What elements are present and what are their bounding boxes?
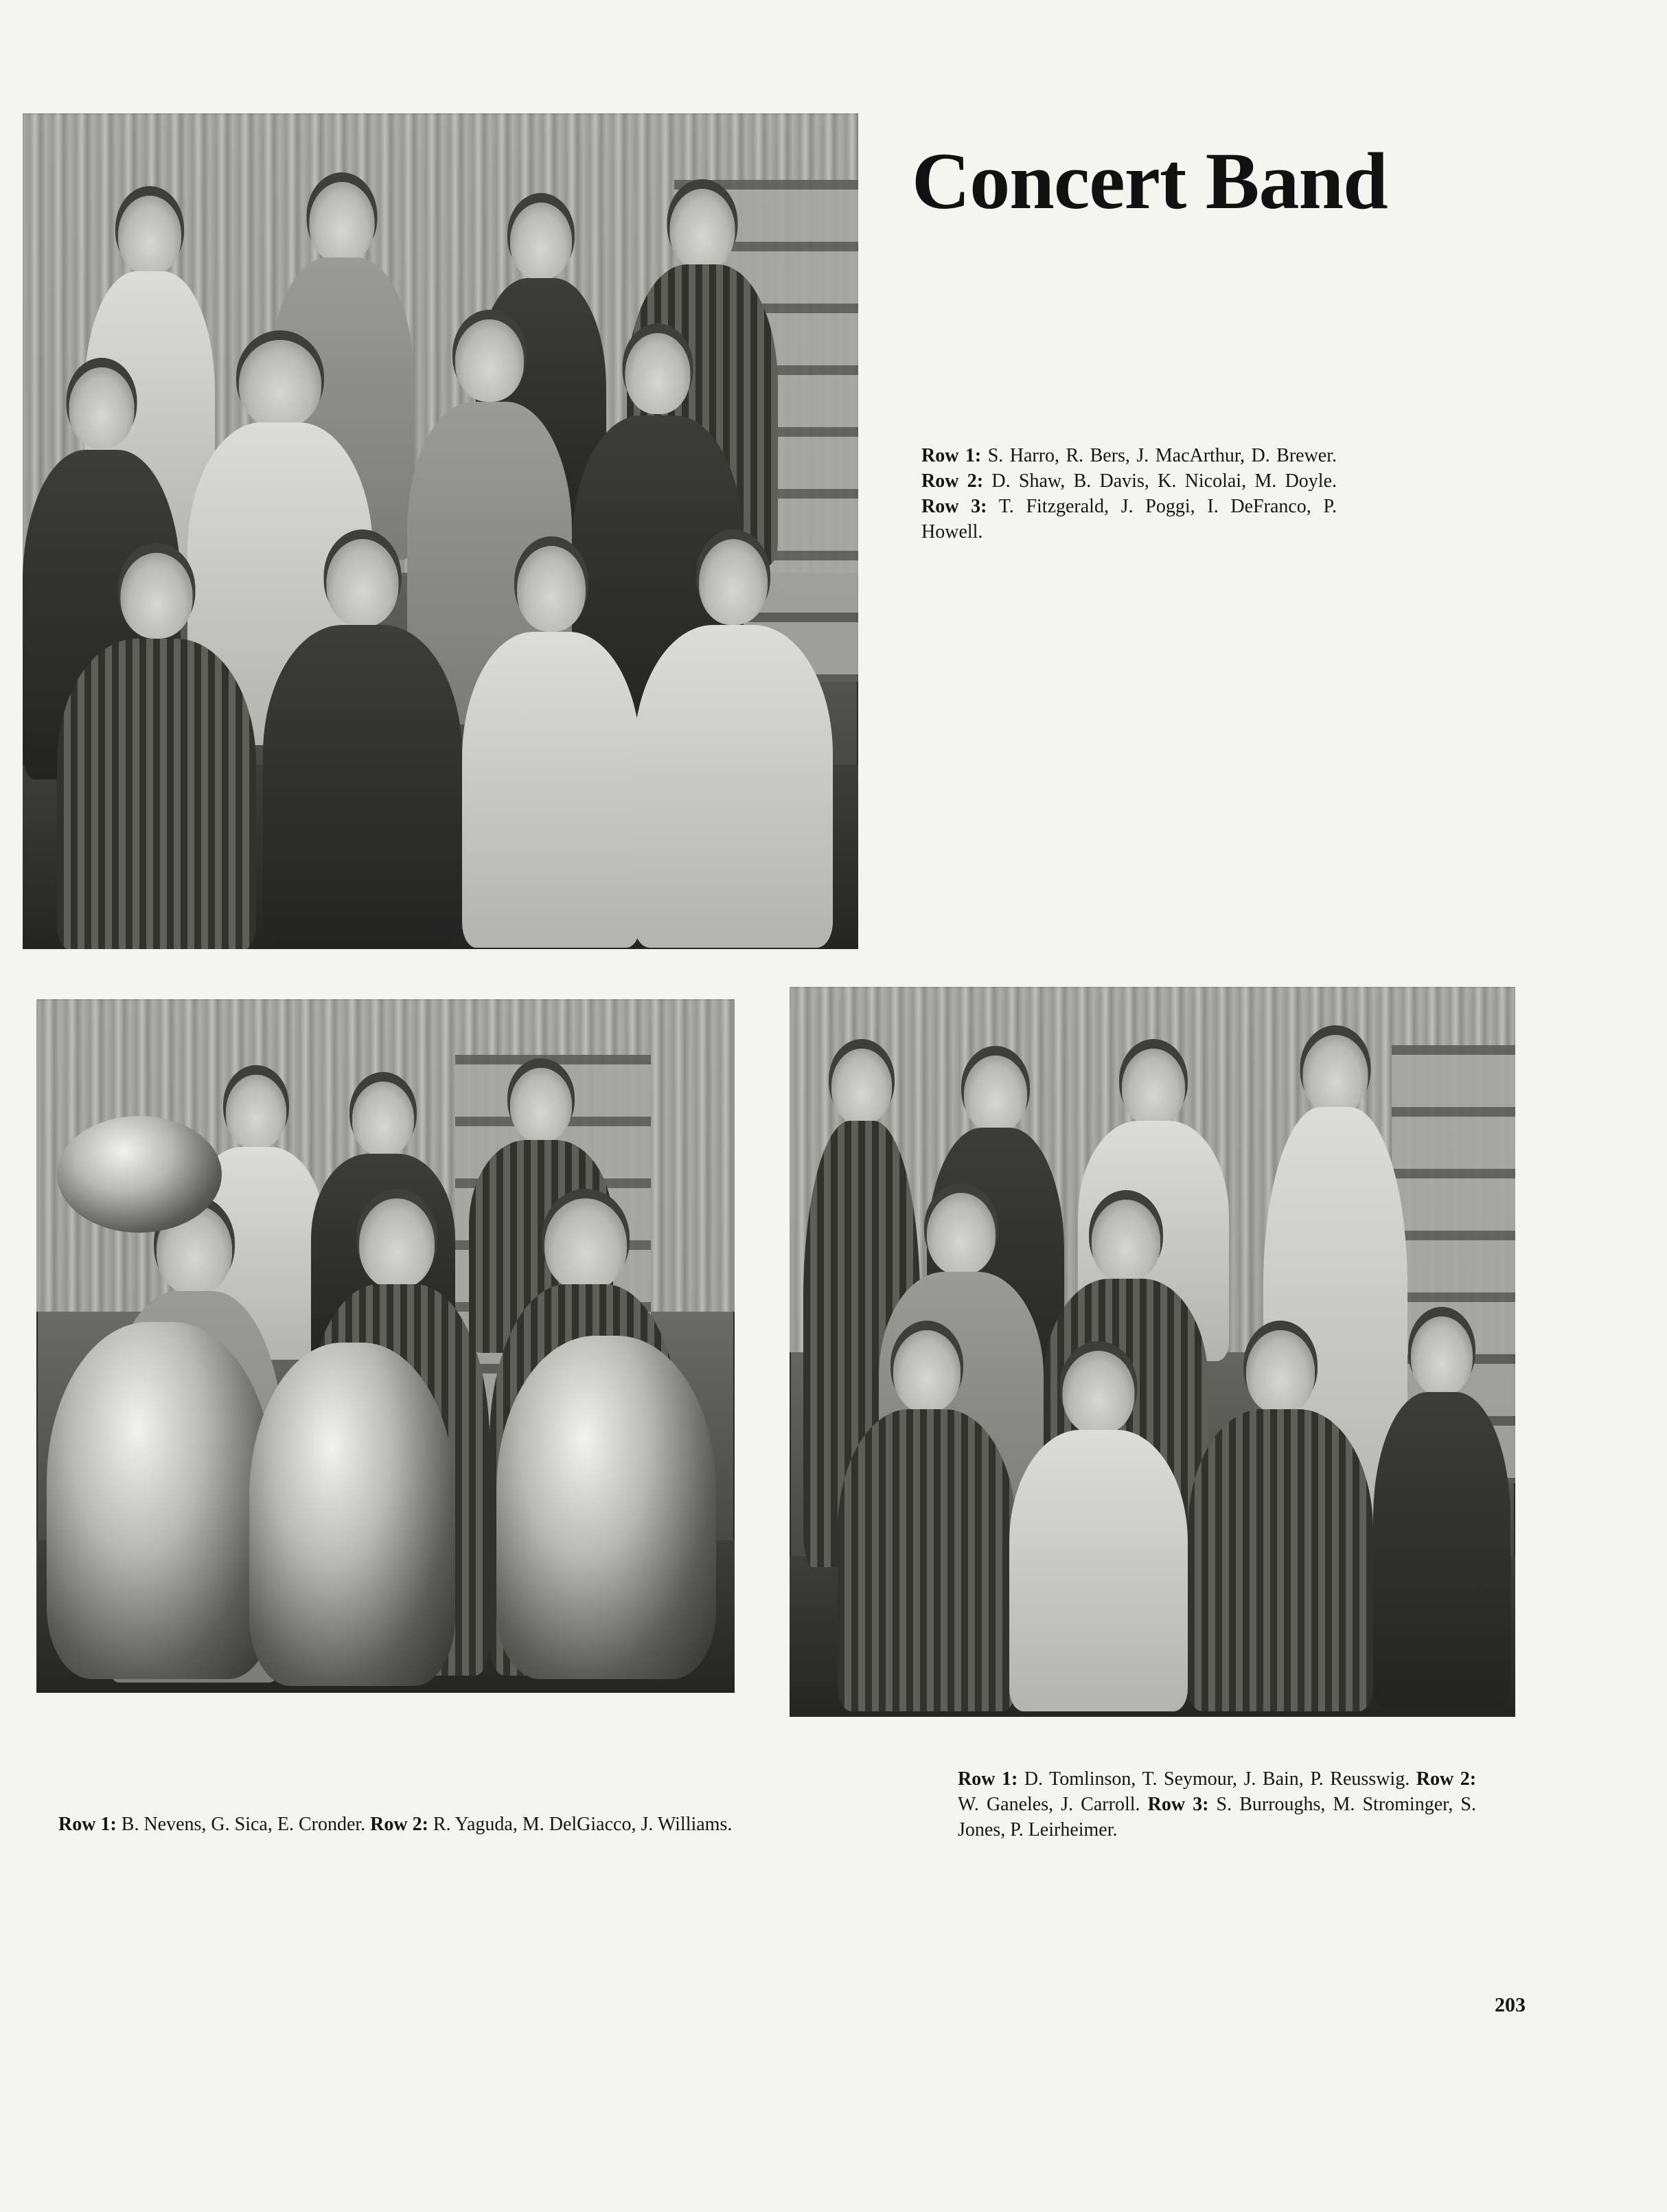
caption-trumpet-section: [921, 443, 1337, 545]
caption-trombone-section: [958, 1766, 1476, 1843]
caption-row-label: Row 3:: [1147, 1794, 1209, 1815]
caption-names: W. Ganeles, J. Carroll.: [958, 1794, 1148, 1815]
caption-names: S. Burroughs, M. Strominger, S. Jones, P. Leirheimer.: [958, 1794, 1477, 1840]
photo-trumpet-section: [23, 113, 858, 949]
caption-names: D. Shaw, B. Davis, K. Nicolai, M. Doyle.: [983, 470, 1337, 492]
caption-names: B. Nevens, G. Sica, E. Cronder.: [116, 1814, 371, 1835]
caption-row-label: Row 3:: [921, 496, 987, 517]
caption-names: R. Yaguda, M. DelGiacco, J. Williams.: [428, 1814, 733, 1835]
page-title: Concert Band: [912, 136, 1388, 226]
caption-row-label: Row 1:: [921, 445, 982, 466]
photo-tuba-section: [36, 999, 735, 1693]
caption-names: S. Harro, R. Bers, J. MacArthur, D. Brewer.: [981, 445, 1337, 466]
caption-names: D. Tomlinson, T. Seymour, J. Bain, P. Reusswig.: [1018, 1768, 1416, 1790]
caption-row-label: Row 2:: [1416, 1768, 1477, 1790]
photo-trombone-section: [790, 987, 1515, 1717]
caption-row-label: Row 2:: [370, 1814, 428, 1835]
caption-names: T. Fitzgerald, J. Poggi, I. DeFranco, P. Howell.: [921, 496, 1337, 543]
caption-tuba-section: [58, 1812, 738, 1837]
caption-row-label: Row 1:: [58, 1814, 117, 1835]
caption-row-label: Row 1:: [958, 1768, 1018, 1790]
caption-row-label: Row 2:: [921, 470, 984, 492]
page-number: 203: [1495, 1994, 1526, 2016]
